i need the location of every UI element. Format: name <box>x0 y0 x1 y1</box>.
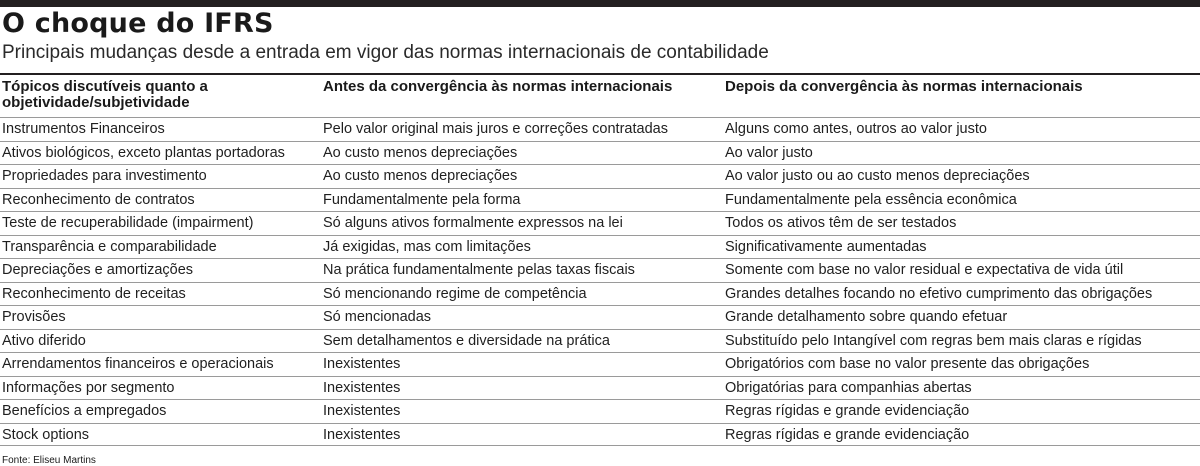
cell-after: Somente com base no valor residual e expectativa de vida útil <box>725 262 1124 278</box>
cell-topic: Reconhecimento de contratos <box>2 191 195 208</box>
table-row <box>0 376 1200 400</box>
cell-topic: Depreciações e amortizações <box>2 262 194 278</box>
cell-after: Regras rígidas e grande evidenciação <box>725 403 970 419</box>
cell-after: Alguns como antes, outros ao valor justo <box>725 121 987 137</box>
cell-topic: Arrendamentos financeiros e operacionais <box>2 356 274 372</box>
cell-after: Ao valor justo ou ao custo menos depreciações <box>725 168 1030 184</box>
cell-after: Significativamente aumentadas <box>725 238 927 255</box>
cell-before: Só alguns ativos formalmente expressos na lei <box>323 215 623 231</box>
cell-after: Todos os ativos têm de ser testados <box>725 215 957 231</box>
cell-topic: Teste de recuperabilidade (impairment) <box>2 215 254 231</box>
table-row <box>0 305 1200 329</box>
cell-before: Fundamentalmente pela forma <box>323 191 521 208</box>
table-row <box>0 282 1200 306</box>
cell-topic: Informações por segmento <box>2 379 175 396</box>
table-row <box>0 399 1200 423</box>
column-header-after: Depois da convergência às normas internacionais <box>725 78 1083 95</box>
table-row <box>0 211 1200 235</box>
cell-before: Inexistentes <box>323 379 401 396</box>
cell-after: Substituído pelo Intangível com regras bem mais claras e rígidas <box>725 332 1142 349</box>
table-row <box>0 329 1200 353</box>
table-row <box>0 235 1200 259</box>
cell-before: Na prática fundamentalmente pelas taxas fiscais <box>323 262 635 278</box>
cell-after: Grande detalhamento sobre quando efetuar <box>725 309 1008 325</box>
header-rule <box>0 73 1200 75</box>
cell-after: Ao valor justo <box>725 144 813 161</box>
cell-before: Ao custo menos depreciações <box>323 144 518 161</box>
cell-after: Regras rígidas e grande evidenciação <box>725 426 970 443</box>
column-header-before: Antes da convergência às normas internacionais <box>323 78 673 95</box>
page-title: O choque do IFRS <box>2 8 274 39</box>
comparison-table <box>0 117 1200 446</box>
table-row <box>0 423 1200 447</box>
top-rule <box>0 0 1200 7</box>
cell-before: Inexistentes <box>323 403 401 419</box>
cell-before: Pelo valor original mais juros e correções contratadas <box>323 121 668 137</box>
cell-before: Ao custo menos depreciações <box>323 168 518 184</box>
cell-topic: Ativos biológicos, exceto plantas portadoras <box>2 144 285 161</box>
source-note: Fonte: Eliseu Martins <box>2 455 96 466</box>
cell-topic: Instrumentos Financeiros <box>2 121 165 137</box>
cell-before: Sem detalhamentos e diversidade na prática <box>323 332 610 349</box>
table-row <box>0 258 1200 282</box>
cell-after: Fundamentalmente pela essência econômica <box>725 191 1017 208</box>
cell-after: Obrigatórios com base no valor presente das obrigações <box>725 356 1090 372</box>
table-row <box>0 164 1200 188</box>
cell-before: Inexistentes <box>323 426 401 443</box>
cell-before: Só mencionando regime de competência <box>323 285 587 302</box>
table-row <box>0 352 1200 376</box>
table-row <box>0 188 1200 212</box>
table-row <box>0 141 1200 165</box>
cell-after: Grandes detalhes focando no efetivo cumprimento das obrigações <box>725 285 1153 302</box>
cell-topic: Benefícios a empregados <box>2 403 167 419</box>
cell-after: Obrigatórias para companhias abertas <box>725 379 972 396</box>
cell-topic: Ativo diferido <box>2 332 86 349</box>
cell-before: Só mencionadas <box>323 309 432 325</box>
column-header-topics: Tópicos discutíveis quanto a objetividade/subjetividade <box>2 78 208 111</box>
cell-topic: Provisões <box>2 309 66 325</box>
cell-before: Inexistentes <box>323 356 401 372</box>
cell-topic: Reconhecimento de receitas <box>2 285 186 302</box>
cell-before: Já exigidas, mas com limitações <box>323 238 531 255</box>
cell-topic: Stock options <box>2 426 90 443</box>
cell-topic: Propriedades para investimento <box>2 168 207 184</box>
table-row <box>0 117 1200 141</box>
cell-topic: Transparência e comparabilidade <box>2 238 217 255</box>
page-subtitle: Principais mudanças desde a entrada em vigor das normas internacionais de contabilidade <box>2 42 769 63</box>
